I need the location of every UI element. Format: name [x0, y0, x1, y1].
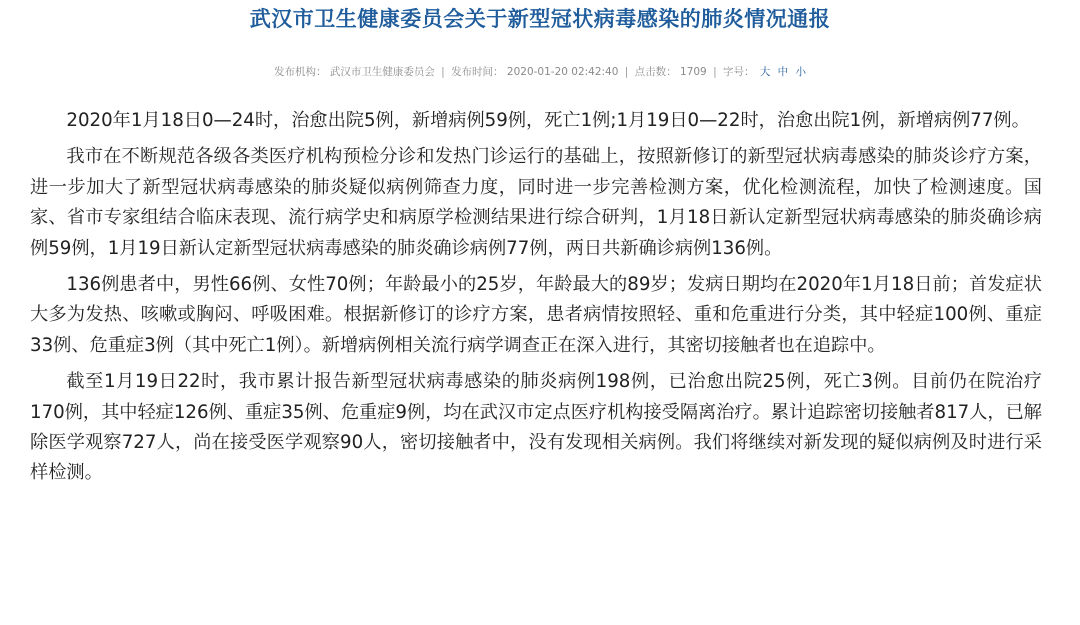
paragraph-4: 截至1月19日22时，我市累计报告新型冠状病毒感染的肺炎病例198例，已治愈出院25例，死亡3例。目前仍在院治疗170例，其中轻症126例、重症35例、危重症9例，均在武汉市定点医疗机构接受隔离治疗。累计追踪密切接触者817人，已解除医学观察727人，尚在接受医学观察90人，密切接触者中，没有发现相关病例。我们将继续对新发现的疑似病例及时进行采样检测。	[30, 371, 1042, 484]
font-size-label: 字号：	[722, 66, 755, 78]
paragraph-3: 136例患者中，男性66例、女性70例；年龄最小的25岁，年龄最大的89岁；发病日期均在2020年1月18日前；首发症状大多为发热、咳嗽或胸闷、呼吸困难。根据新修订的诊疗方案，患者病情按照轻、重和危重进行分类，其中轻症100例、重症33例、危重症3例（其中死亡1例）。新增病例相关流行病学调查正在深入进行，其密切接触者也在追踪中。	[30, 274, 1042, 356]
font-size-medium-link[interactable]: 中	[777, 66, 789, 78]
paragraph-2: 我市在不断规范各级各类医疗机构预检分诊和发热门诊运行的基础上，按照新修订的新型冠状病毒感染的肺炎诊疗方案，进一步加大了新型冠状病毒感染的肺炎疑似病例筛查力度，同时进一步完善检测方案，优化检测流程，加快了检测速度。国家、省市专家组结合临床表现、流行病学史和病原学检测结果进行综合研判，1月18日新认定新型冠状病毒感染的肺炎确诊病例59例，1月19日新认定新型冠状病毒感染的肺炎确诊病例77例，两日共新确诊病例136例。	[30, 146, 1042, 259]
meta-separator: |	[624, 66, 629, 78]
article-body	[30, 106, 1042, 495]
font-size-large-link[interactable]: 大	[759, 66, 771, 78]
paragraph-1: 2020年1月18日0—24时，治愈出院5例，新增病例59例，死亡1例;1月19日0—22时，治愈出院1例，新增病例77例。	[66, 110, 1030, 131]
article-meta	[0, 64, 1080, 80]
publisher-value: 武汉市卫生健康委员会	[329, 66, 435, 78]
click-count-value: 1709	[680, 66, 707, 78]
publisher-label: 发布机构：	[273, 66, 327, 78]
publish-time-value: 2020-01-20 02:42:40	[506, 66, 619, 78]
meta-separator: |	[713, 66, 717, 78]
click-count-label: 点击数：	[634, 66, 677, 78]
publish-time-label: 发布时间：	[451, 66, 504, 78]
font-size-small-link[interactable]: 小	[795, 66, 807, 78]
meta-separator: |	[441, 66, 445, 78]
page-title: 武汉市卫生健康委员会关于新型冠状病毒感染的肺炎情况通报	[249, 7, 831, 31]
